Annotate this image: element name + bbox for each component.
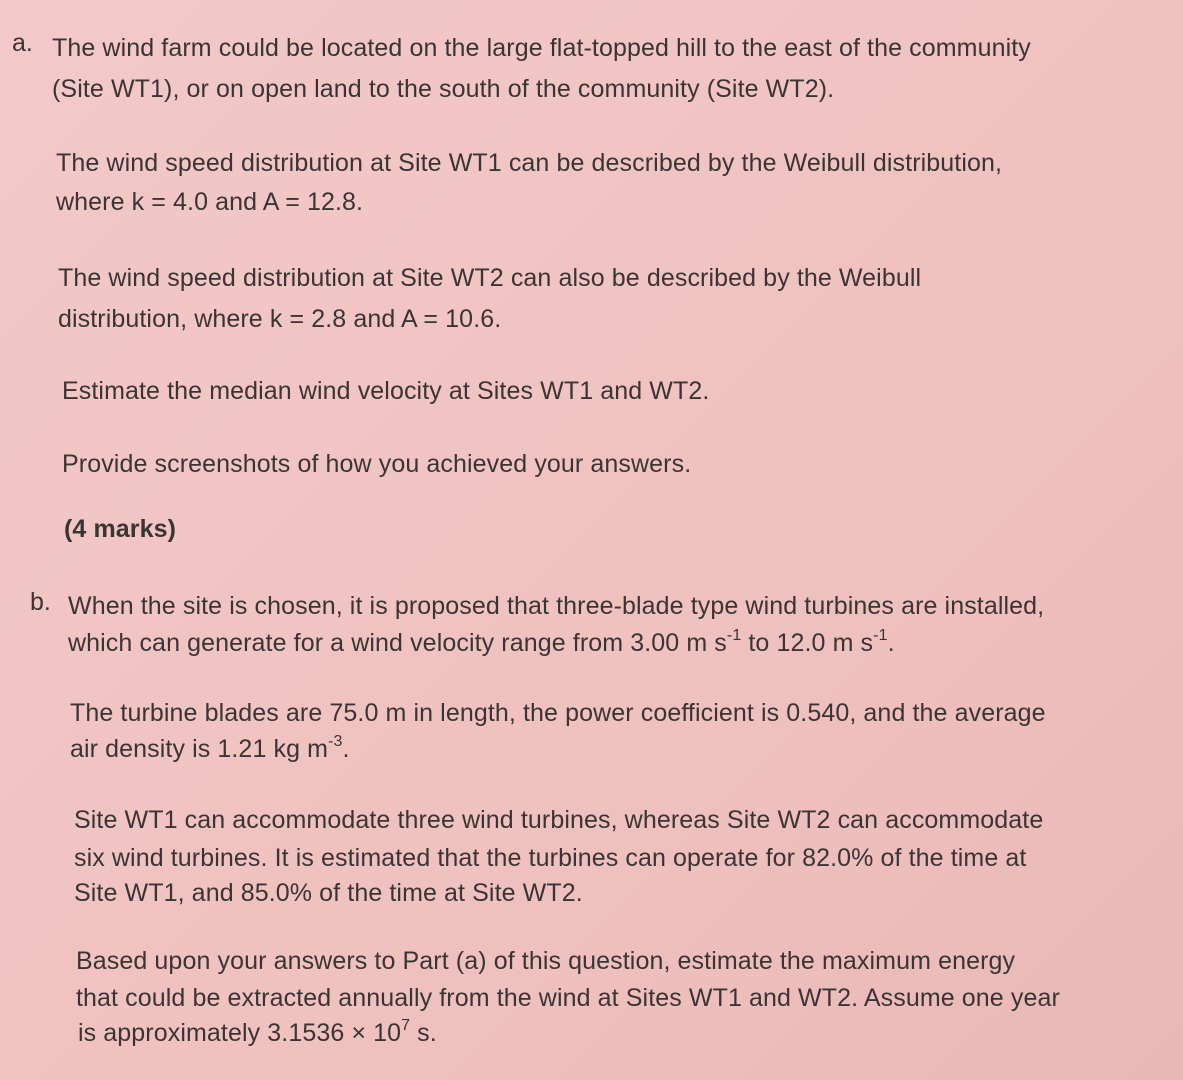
year-seconds-text-a: is approximately 3.1536 × 10: [78, 1019, 402, 1047]
density-exponent: -3: [328, 732, 343, 750]
estimate-line-1: Based upon your answers to Part (a) of this question, estimate the maximum energy: [76, 947, 1016, 975]
sites-line-3: Site WT1, and 85.0% of the time at Site WT2.: [74, 879, 583, 907]
estimate-line-2: that could be extracted annually from the wind at Sites WT1 and WT2. Assume one year: [76, 984, 1060, 1012]
air-density-text-b: .: [342, 735, 350, 763]
wt2-distribution-line-2: distribution, where k = 2.8 and A = 10.6.: [58, 305, 502, 333]
sites-line-1: Site WT1 can accommodate three wind turbines, whereas Site WT2 can accommodate: [74, 806, 1044, 834]
year-seconds-exponent: 7: [401, 1016, 411, 1034]
unit-exponent-1: -1: [726, 626, 742, 644]
estimate-line-3: [78, 1018, 437, 1048]
part-b-intro-line-2: [68, 628, 895, 658]
velocity-range-text-c: .: [887, 629, 895, 657]
air-density-text-a: air density is 1.21 kg m: [70, 735, 329, 763]
median-task: Estimate the median wind velocity at Sites WT1 and WT2.: [62, 377, 710, 405]
velocity-range-text-a: which can generate for a wind velocity range from 3.00 m s: [68, 629, 727, 657]
part-b-label: b.: [30, 588, 51, 616]
screenshots-instruction: Provide screenshots of how you achieved your answers.: [62, 450, 692, 478]
part-a-label: a.: [12, 29, 33, 57]
sites-line-2: six wind turbines. It is estimated that the turbines can operate for 82.0% of the time at: [74, 844, 1027, 872]
year-seconds-text-b: s.: [410, 1019, 437, 1047]
blades-line-2: [70, 734, 350, 764]
wt1-distribution-line-2: where k = 4.0 and A = 12.8.: [56, 188, 364, 216]
part-a-intro-line-2: (Site WT1), or on open land to the south of the community (Site WT2).: [52, 75, 835, 103]
velocity-range-text-b: to 12.0 m s: [741, 629, 874, 657]
part-b-intro-line-1: When the site is chosen, it is proposed that three-blade type wind turbines are installed,: [68, 592, 1045, 620]
blades-line-1: The turbine blades are 75.0 m in length, the power coefficient is 0.540, and the average: [70, 699, 1046, 727]
wt1-distribution-line-1: The wind speed distribution at Site WT1 can be described by the Weibull distribution,: [56, 149, 1003, 177]
part-a-intro-line-1: The wind farm could be located on the large flat-topped hill to the east of the community: [52, 34, 1031, 62]
part-a-marks: (4 marks): [64, 515, 177, 543]
wt2-distribution-line-1: The wind speed distribution at Site WT2 can also be described by the Weibull: [58, 264, 922, 292]
unit-exponent-2: -1: [873, 626, 888, 644]
